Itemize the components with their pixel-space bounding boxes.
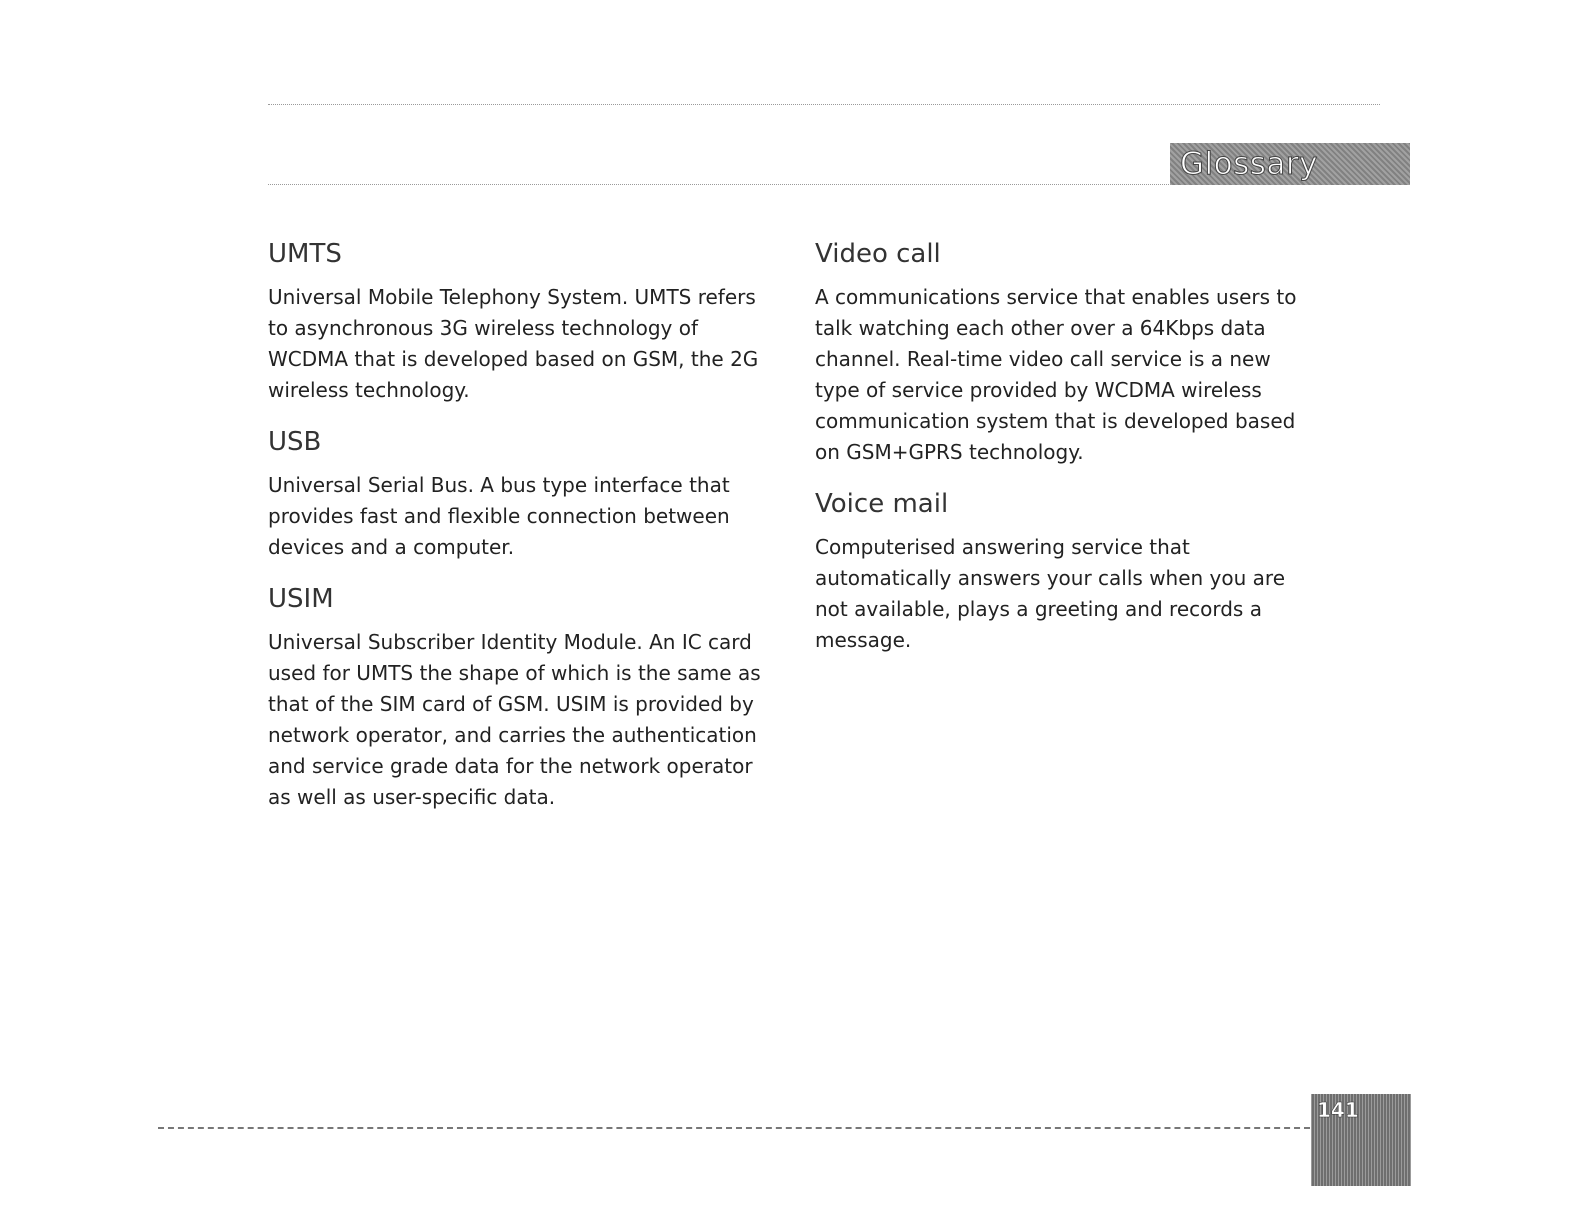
glossary-term: UMTS <box>268 239 342 269</box>
glossary-column-right <box>815 236 1315 674</box>
glossary-entry-usim <box>268 581 768 813</box>
page-number-tab <box>1311 1094 1411 1186</box>
footer-rule <box>158 1127 1310 1129</box>
header-rule-bottom <box>268 184 1173 185</box>
section-title: Glossary <box>1180 146 1318 182</box>
page-number: 141 <box>1317 1098 1359 1122</box>
glossary-definition: Universal Serial Bus. A bus type interface that provides fast and flexible connection between devices and a computer. <box>268 473 730 559</box>
glossary-definition: A communications service that enables users to talk watching each other over a 64Kbps data channel. Real-time video call service is a new type of service provided by WCDMA wireless communication system that is developed based on GSM+GPRS technology. <box>815 285 1297 464</box>
glossary-definition: Computerised answering service that automatically answers your calls when you are not available, plays a greeting and records a message. <box>815 535 1286 652</box>
glossary-term: USIM <box>268 584 334 614</box>
glossary-entry-umts <box>268 236 768 406</box>
glossary-entry-video-call <box>815 236 1315 468</box>
glossary-entry-voice-mail <box>815 486 1315 656</box>
glossary-column-left <box>268 236 768 831</box>
section-tab <box>1170 143 1410 185</box>
glossary-definition: Universal Mobile Telephony System. UMTS refers to asynchronous 3G wireless technology of WCDMA that is developed based on GSM, the 2G wireless technology. <box>268 285 759 402</box>
glossary-term: USB <box>268 427 322 457</box>
glossary-term: Voice mail <box>815 489 949 519</box>
header-rule-top <box>268 104 1380 105</box>
glossary-term: Video call <box>815 239 941 269</box>
glossary-definition: Universal Subscriber Identity Module. An IC card used for UMTS the shape of which is the same as that of the SIM card of GSM. USIM is provided by network operator, and carries the authentication and service grade data for the network operator as well as user-specific data. <box>268 630 761 809</box>
glossary-entry-usb <box>268 424 768 563</box>
